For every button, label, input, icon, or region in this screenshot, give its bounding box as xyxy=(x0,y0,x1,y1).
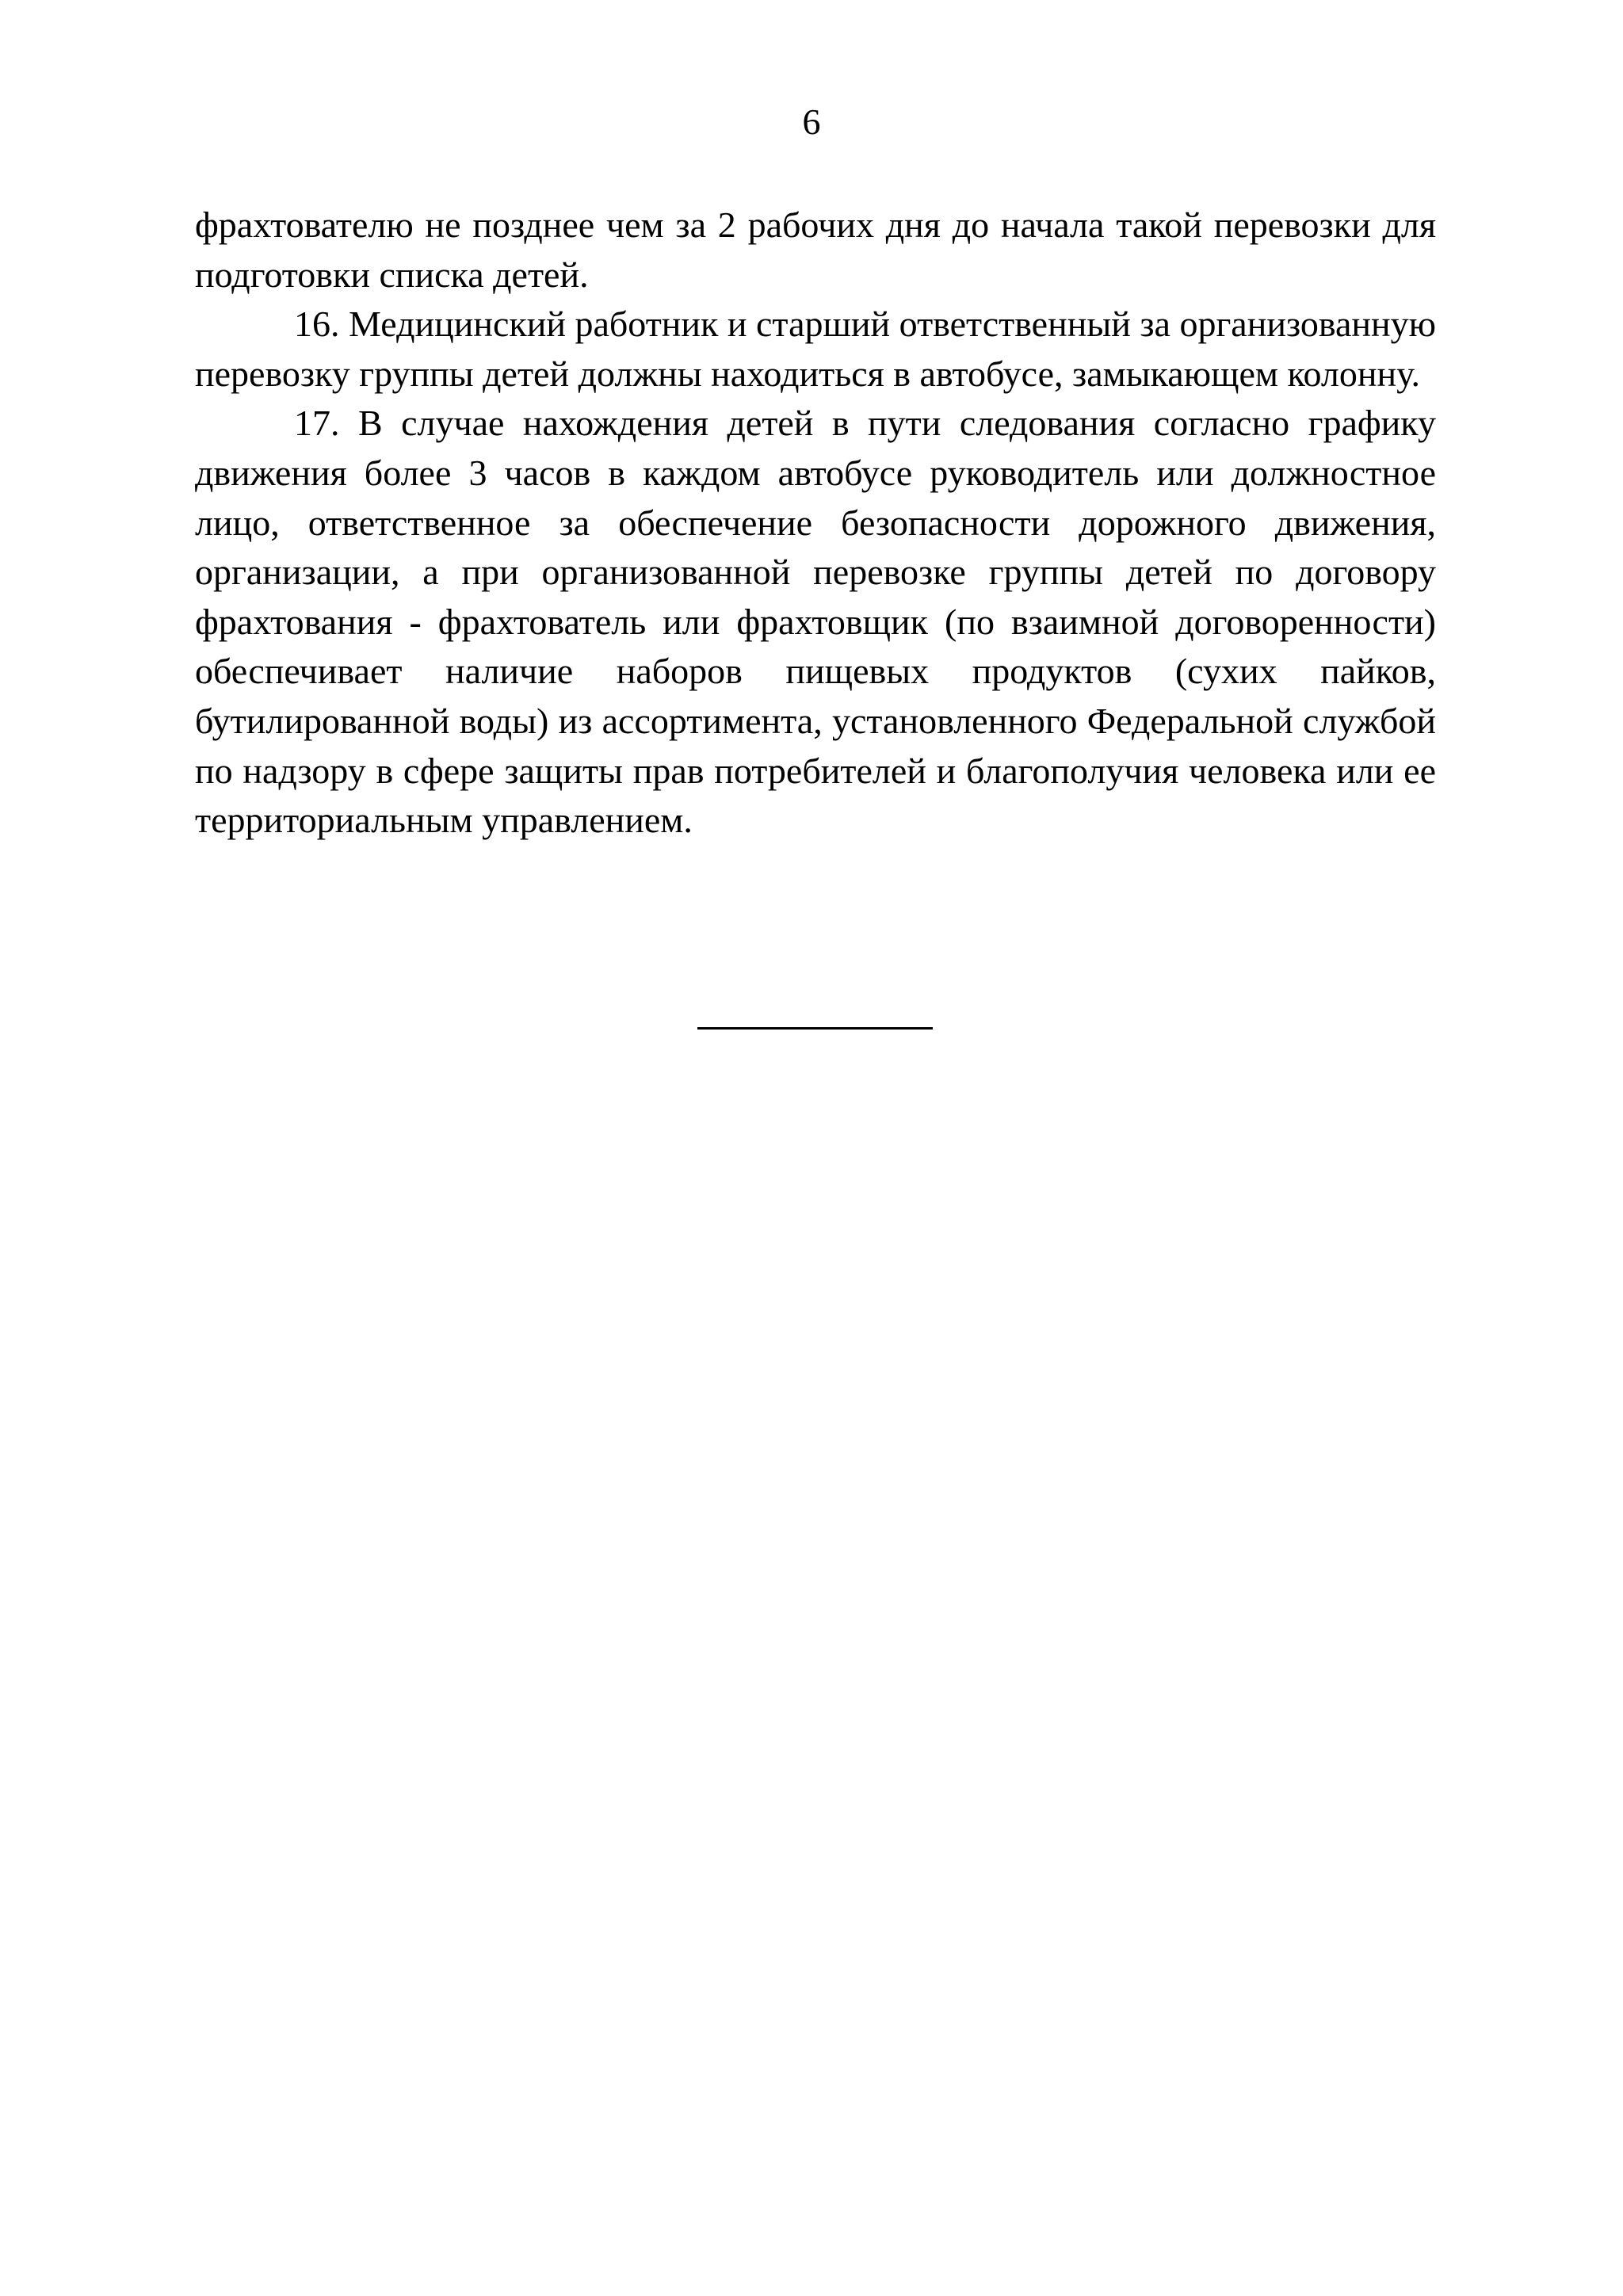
document-body xyxy=(195,201,1436,846)
page-number: 6 xyxy=(802,101,821,142)
paragraph-item-16: 16. Медицинский работник и старший ответственный за организованную перевозку группы детей должны находиться в автобусе, замыкающем колонну. xyxy=(195,304,1436,394)
paragraph-continuation: фрахтователю не позднее чем за 2 рабочих дня до начала такой перевозки для подготовки списка детей. xyxy=(195,204,1436,295)
end-of-document-line xyxy=(697,1027,933,1030)
paragraph-item-17: 17. В случае нахождения детей в пути следования согласно графику движения более 3 часов в каждом автобусе руководитель или должностное лицо, ответственное за обеспечение безопасности дорожного движения, организации, а при организованной перевозке группы детей по договору фрахтования - фрахтователь или фрахтовщик (по взаимной договоренности) обеспечивает наличие наборов пищевых продуктов (сухих пайков, бутилированной воды) из ассортимента, установленного Федеральной службой по надзору в сфере защиты прав потребителей и благополучия человека или ее территориальным управлением. xyxy=(195,403,1436,841)
